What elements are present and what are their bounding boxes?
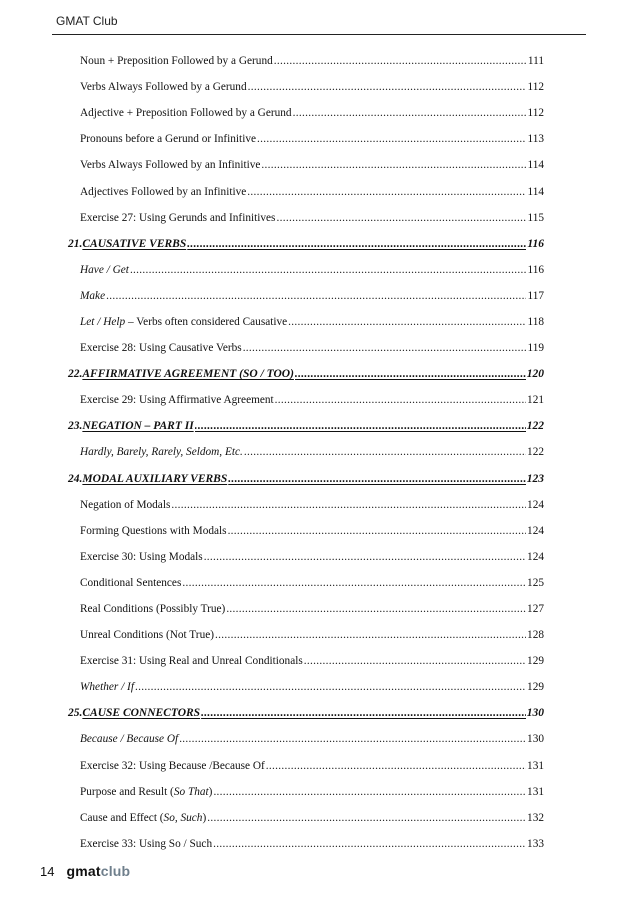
toc-title-fragment: Adjective + Preposition Followed by a Gerund [80,107,292,120]
toc-entry[interactable] [0,309,638,335]
toc-dot-leader [288,316,526,328]
toc-entry[interactable] [0,726,638,752]
toc-entry-title [80,551,203,563]
toc-page-number: 124 [527,498,544,511]
toc-entry-title [80,812,206,824]
toc-title-fragment: Exercise 30: Using Modals [80,550,203,563]
toc-entry-title [80,838,212,850]
toc-page-number: 131 [527,759,544,772]
toc-entry[interactable] [0,283,638,309]
toc-title-fragment: So, Such [163,811,203,824]
toc-title-fragment: Make [80,289,106,302]
toc-entry-title [80,264,129,276]
toc-page-number: 113 [527,133,544,146]
toc-page-number: 114 [527,185,544,198]
toc-title-fragment: Exercise 33: Using So / Such [80,837,213,850]
toc-page-number: 120 [526,368,544,381]
toc-entry[interactable] [0,100,638,126]
toc-entry[interactable] [0,439,638,465]
toc-title-fragment: Unreal Conditions (Not True) [80,629,214,642]
toc-section-entry[interactable] [0,413,638,439]
toc-title-fragment: Negation of Modals [80,498,171,511]
toc-entry-title [80,577,181,589]
toc-title-fragment: Hardly, Barely, Rarely, Seldom, Etc. [80,446,243,459]
toc-entry-title [80,159,260,171]
toc-entry-title [80,55,273,67]
toc-dot-leader [187,238,526,250]
toc-entry[interactable] [0,335,638,361]
toc-page-number: 124 [527,550,544,563]
page-number: 14 [40,863,55,879]
toc-entry-title [80,290,105,302]
toc-section-number: 24. [68,472,83,485]
toc-entry[interactable] [0,492,638,518]
toc-dot-leader [201,707,526,719]
toc-title-fragment: Verbs Always Followed by a Gerund [80,81,247,94]
toc-section-number: 22. [68,368,83,381]
toc-section-number: 23. [68,420,83,433]
page-footer [40,863,130,879]
toc-entry-title [80,446,243,458]
toc-title-fragment: Have / Get [80,263,129,276]
toc-entry-title [80,133,256,145]
toc-entry-title [82,707,200,719]
toc-page-number: 122 [526,420,544,433]
toc-dot-leader [130,264,527,276]
toc-dot-leader [275,394,526,406]
toc-page-number: 115 [527,211,544,224]
toc-dot-leader [106,290,526,302]
toc-page-number: 123 [526,472,544,485]
toc-page-number: 116 [527,263,544,276]
toc-entry-title [80,316,287,328]
toc-page-number: 129 [527,655,544,668]
toc-entry[interactable] [0,518,638,544]
toc-title-fragment: ) [202,811,207,824]
toc-entry-title [80,81,247,93]
toc-entry-title [80,629,214,641]
toc-section-entry[interactable] [0,466,638,492]
toc-entry[interactable] [0,779,638,805]
running-header-title: GMAT Club [56,14,118,28]
toc-title-fragment: NEGATION – PART II [82,420,194,433]
toc-title-fragment: Real Conditions (Possibly True) [80,603,226,616]
toc-entry[interactable] [0,205,638,231]
toc-page-number: 116 [527,237,544,250]
toc-page-number: 132 [527,811,544,824]
toc-dot-leader [135,681,526,693]
toc-title-fragment: Exercise 31: Using Real and Unreal Conditionals [80,655,303,668]
toc-title-fragment: Pronouns before a Gerund or Infinitive [80,133,256,146]
toc-title-fragment: CAUSE CONNECTORS [82,707,201,720]
toc-page-number: 129 [527,681,544,694]
toc-page-number: 130 [527,733,544,746]
toc-entry-title [82,368,294,380]
toc-page-number: 112 [527,107,544,120]
toc-dot-leader [182,577,526,589]
toc-page-number: 127 [527,603,544,616]
toc-dot-leader [293,107,527,119]
toc-entry-title [82,420,193,432]
toc-section-entry[interactable] [0,231,638,257]
toc-title-fragment: Purpose and Result ( [80,785,174,798]
toc-dot-leader [261,159,526,171]
toc-title-fragment: MODAL AUXILIARY VERBS [82,472,228,485]
toc-page-number: 128 [527,629,544,642]
toc-entry-title [80,655,303,667]
toc-entry[interactable] [0,596,638,622]
toc-entry[interactable] [0,152,638,178]
header-divider [52,34,586,35]
toc-page-number: 112 [527,81,544,94]
toc-dot-leader [215,629,526,641]
toc-title-fragment: – Verbs often considered Causative [125,315,288,328]
toc-entry-title [80,603,225,615]
toc-entry[interactable] [0,257,638,283]
toc-title-fragment: Forming Questions with Modals [80,524,227,537]
toc-dot-leader [304,655,526,667]
toc-title-fragment: Adjectives Followed by an Infinitive [80,185,247,198]
toc-entry[interactable] [0,48,638,74]
toc-title-fragment: Because / Because Of [80,733,179,746]
toc-page-number: 111 [527,55,544,68]
toc-title-fragment: Cause and Effect ( [80,811,164,824]
toc-entry-title [80,760,265,772]
toc-entry-title [80,499,170,511]
toc-dot-leader [213,838,526,850]
toc-dot-leader [276,212,526,224]
toc-entry[interactable] [0,831,638,857]
toc-title-fragment: Exercise 32: Using Because /Because Of [80,759,265,772]
toc-title-fragment: So That [173,785,209,798]
toc-page-number: 124 [527,524,544,537]
table-of-contents [0,48,638,857]
toc-entry-title [80,107,292,119]
toc-entry-title [80,212,275,224]
toc-page-number: 125 [527,576,544,589]
toc-title-fragment: Noun + Preposition Followed by a Gerund [80,55,273,68]
toc-dot-leader [204,551,526,563]
toc-page-number: 117 [527,289,544,302]
toc-dot-leader [207,812,526,824]
toc-entry[interactable] [0,387,638,413]
toc-entry-title [80,394,274,406]
toc-entry[interactable] [0,570,638,596]
toc-title-fragment: Exercise 29: Using Affirmative Agreement [80,394,274,407]
toc-dot-leader [266,760,526,772]
toc-section-number: 21. [68,237,83,250]
toc-entry-title [82,238,186,250]
toc-dot-leader [274,55,527,67]
toc-dot-leader [257,133,526,145]
toc-title-fragment: ) [208,785,213,798]
toc-entry[interactable] [0,674,638,700]
toc-title-fragment: Exercise 27: Using Gerunds and Infinitives [80,211,276,224]
toc-dot-leader [248,81,527,93]
toc-dot-leader [226,603,526,615]
toc-entry[interactable] [0,805,638,831]
logo-text-gmat: gmat [66,863,101,879]
toc-title-fragment: Exercise 28: Using Causative Verbs [80,342,242,355]
toc-entry-title [80,733,178,745]
toc-entry[interactable] [0,126,638,152]
toc-entry-title [80,681,134,693]
toc-entry-title [80,186,246,198]
toc-page-number: 133 [527,837,544,850]
toc-page-number: 121 [527,394,544,407]
toc-dot-leader [243,342,527,354]
toc-dot-leader [228,525,526,537]
toc-section-number: 25. [68,707,83,720]
toc-dot-leader [171,499,526,511]
toc-entry[interactable] [0,648,638,674]
toc-page-number: 130 [526,707,544,720]
toc-entry-title [80,525,227,537]
toc-title-fragment: Let / Help [80,315,126,328]
toc-dot-leader [179,733,526,745]
logo-text-club: club [100,863,131,879]
toc-dot-leader [295,368,526,380]
toc-page-number: 114 [527,159,544,172]
toc-entry-title [80,786,212,798]
toc-title-fragment: CAUSATIVE VERBS [82,237,187,250]
toc-entry[interactable] [0,753,638,779]
toc-section-entry[interactable] [0,361,638,387]
toc-entry[interactable] [0,74,638,100]
toc-dot-leader [244,446,526,458]
toc-dot-leader [213,786,526,798]
toc-title-fragment: Verbs Always Followed by an Infinitive [80,159,261,172]
toc-entry[interactable] [0,622,638,648]
toc-entry-title [80,342,242,354]
toc-entry[interactable] [0,178,638,204]
toc-title-fragment: Whether / If [80,681,134,694]
toc-dot-leader [247,186,526,198]
toc-page-number: 131 [527,785,544,798]
toc-title-fragment: Conditional Sentences [80,576,182,589]
toc-entry[interactable] [0,544,638,570]
gmatclub-logo [66,863,130,879]
toc-dot-leader [228,473,526,485]
toc-title-fragment: AFFIRMATIVE AGREEMENT (SO / TOO) [82,368,294,381]
toc-page-number: 118 [527,315,544,328]
toc-page-number: 122 [527,446,544,459]
toc-dot-leader [195,420,526,432]
toc-section-entry[interactable] [0,700,638,726]
toc-entry-title [82,473,227,485]
toc-page-number: 119 [527,342,544,355]
